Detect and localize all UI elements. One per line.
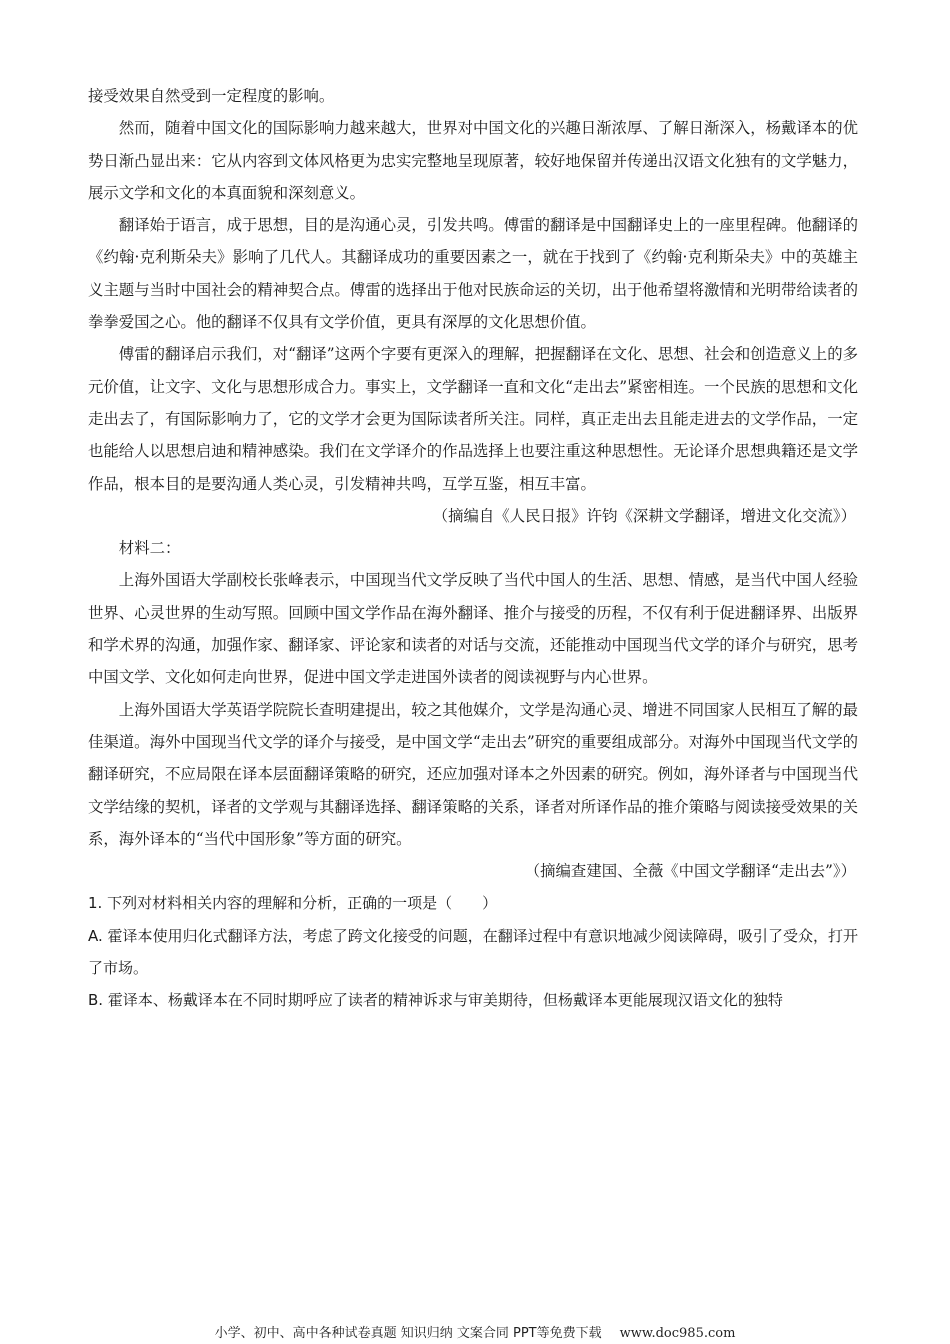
material2-paragraph-2: 上海外国语大学英语学院院长查明建提出，较之其他媒介，文学是沟通心灵、增进不同国家人民相互了解的最佳渠道。海外中国现当代文学的译介与接受，是中国文学“走出去”研究的重要组成部分。对海外中国现当代文学的翻译研究，不应局限在译本层面翻译策略的研究，还应加强对译本之外因素的研究。例如，海外译者与中国现当代文学结缘的契机，译者的文学观与其翻译选择、翻译策略的关系，译者对所译作品的推介策略与阅读接受效果的关系，海外译本的“当代中国形象”等方面的研究。 — [88, 700, 858, 848]
material1-source: （摘编自《人民日报》许钧《深耕文学翻译，增进文化交流》） — [432, 506, 856, 525]
question-1-stem: 1. 下列对材料相关内容的理解和分析，正确的一项是（ ） — [88, 894, 498, 913]
material1-paragraph-4: 傅雷的翻译启示我们，对“翻译”这两个字要有更深入的理解，把握翻译在文化、思想、社会和创造意义上的多元价值，让文字、文化与思想形成合力。事实上，文学翻译一直和文化“走出去”紧密相连。一个民族的思想和文化走出去了，有国际影响力了，它的文学才会更为国际读者所关注。同样，真正走出去且能走进去的文学作品，一定也能给人以思想启迪和精神感染。我们在文学译介的作品选择上也要注重这种思想性。无论译介思想典籍还是文学作品，根本目的是要沟通人类心灵，引发精神共鸣，互学互鉴，相互丰富。 — [88, 345, 858, 493]
question-1-option-b: B. 霍译本、杨戴译本在不同时期呼应了读者的精神诉求与审美期待，但杨戴译本更能展现汉语文化的独特 — [88, 991, 783, 1010]
material1-paragraph-2: 然而，随着中国文化的国际影响力越来越大，世界对中国文化的兴趣日渐浓厚、了解日渐深入，杨戴译本的优势日渐凸显出来：它从内容到文体风格更为忠实完整地呈现原著，较好地保留并传递出汉语文化独有的文学魅力，展示文学和文化的本真面貌和深刻意义。 — [88, 119, 858, 202]
material2-heading: 材料二： — [118, 539, 181, 558]
footer-url[interactable]: www.doc985.com — [619, 1326, 736, 1341]
question-1-option-a: A. 霍译本使用归化式翻译方法，考虑了跨文化接受的问题，在翻译过程中有意识地减少阅读障碍，吸引了受众，打开了市场。 — [88, 926, 858, 978]
material1-paragraph-3: 翻译始于语言，成于思想，目的是沟通心灵，引发共鸣。傅雷的翻译是中国翻译史上的一座里程碑。他翻译的《约翰·克利斯朵夫》影响了几代人。其翻译成功的重要因素之一，就在于找到了《约翰·克利斯朵夫》中的英雄主义主题与当时中国社会的精神契合点。傅雷的选择出于他对民族命运的关切，出于他希望将激情和光明带给读者的拳拳爱国之心。他的翻译不仅具有文学价值，更具有深厚的文化思想价值。 — [88, 216, 858, 332]
document-page — [88, 80, 858, 1017]
page-footer — [0, 1322, 950, 1341]
material2-paragraph-1: 上海外国语大学副校长张峰表示，中国现当代文学反映了当代中国人的生活、思想、情感，是当代中国人经验世界、心灵世界的生动写照。回顾中国文学作品在海外翻译、推介与接受的历程，不仅有利于促进翻译界、出版界和学术界的沟通，加强作家、翻译家、评论家和读者的对话与交流，还能推动中国现当代文学的译介与研究，思考中国文学、文化如何走向世界，促进中国文学走进国外读者的阅读视野与内心世界。 — [88, 571, 858, 687]
footer-text: 小学、初中、高中各种试卷真题 知识归纳 文案合同 PPT等免费下载 — [214, 1326, 602, 1341]
material1-paragraph-end: 接受效果自然受到一定程度的影响。 — [88, 87, 335, 105]
material2-source: （摘编查建国、全薇《中国文学翻译“走出去”》） — [524, 862, 856, 881]
